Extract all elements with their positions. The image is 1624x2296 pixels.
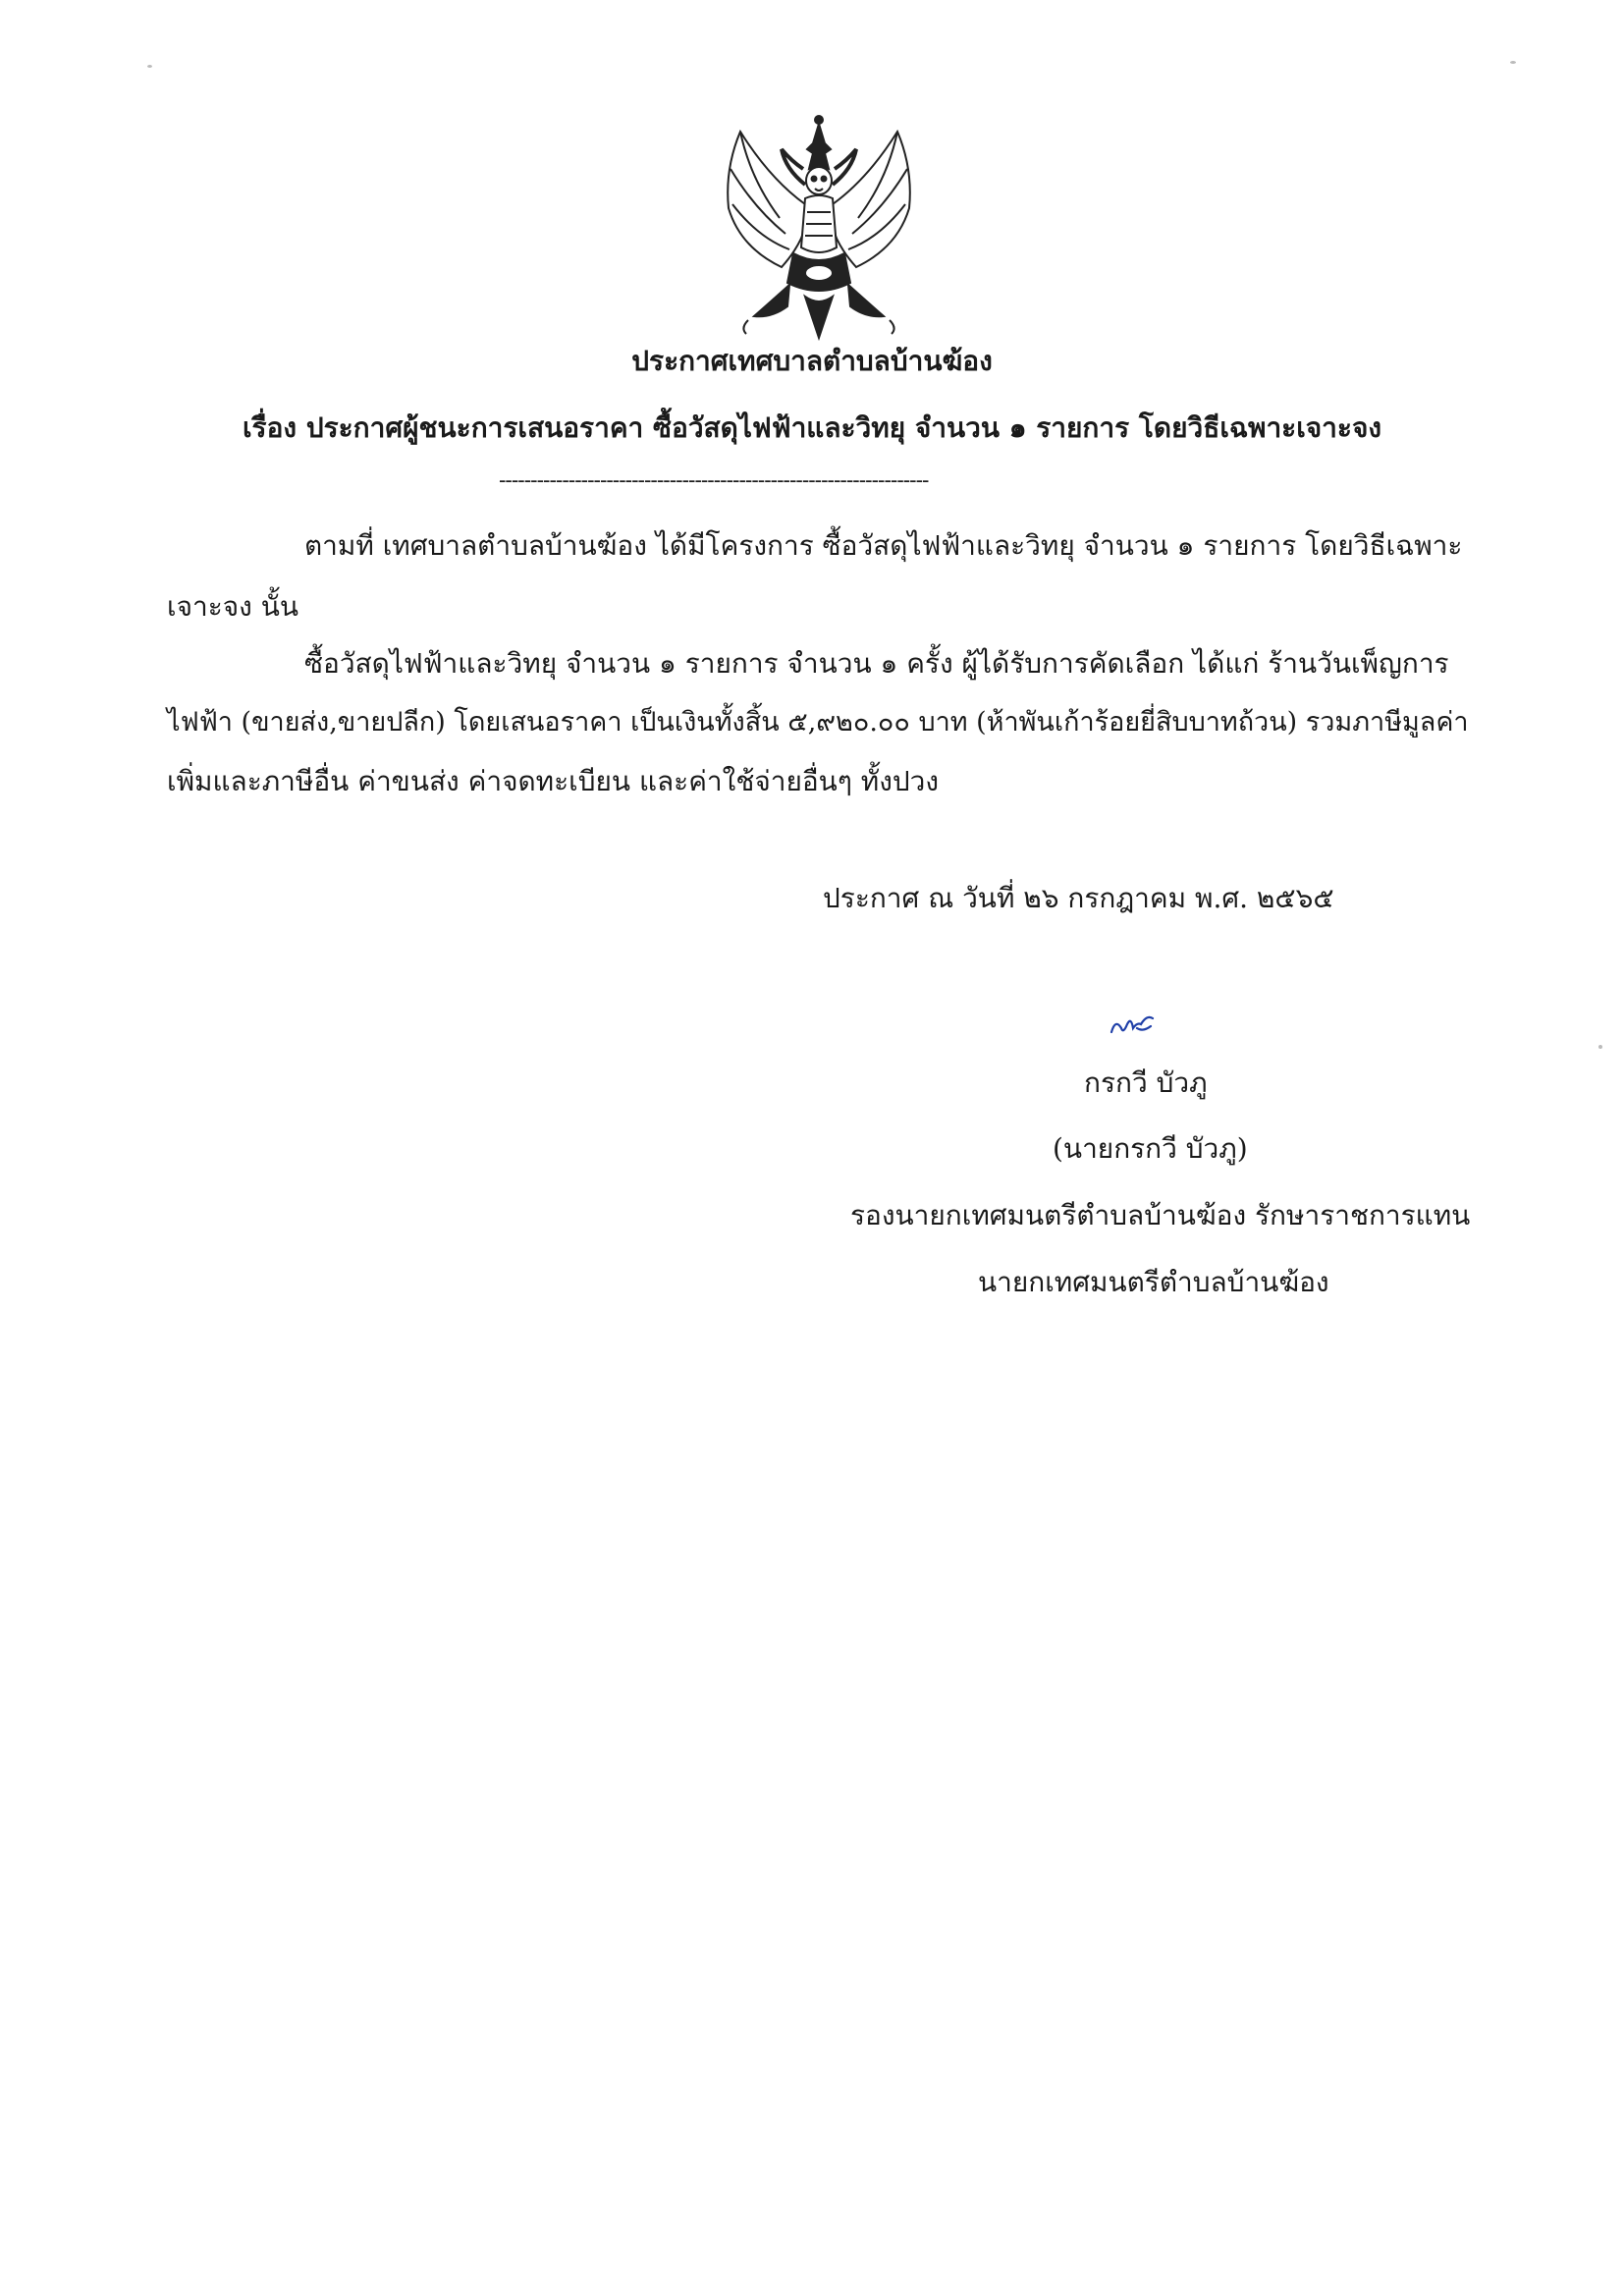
handwritten-signature (1108, 1007, 1157, 1042)
scan-speck (1598, 1045, 1602, 1049)
garuda-emblem-icon (711, 110, 927, 346)
paragraph-2-line-2: ไฟฟ้า (ขายส่ง,ขายปลีก) โดยเสนอราคา เป็นเงินทั้งสิ้น ๕,๙๒๐.๐๐ บาท (ห้าพันเก้าร้อยยี่สิบบาทถ้วน) รวมภาษีมูลค่า (167, 707, 1469, 738)
paragraph-2-line-1: ซื้อวัสดุไฟฟ้าและวิทยุ จำนวน ๑ รายการ จำนวน ๑ ครั้ง ผู้ได้รับการคัดเลือก ได้แก่ ร้านวันเพ็ญการ (304, 647, 1449, 680)
signer-name: กรกวี บัวภู (1084, 1066, 1208, 1099)
divider: -------------------------------------------------------------------- (499, 468, 929, 493)
announcement-subject: เรื่อง ประกาศผู้ชนะการเสนอราคา ซื้อวัสดุไฟฟ้าและวิทยุ จำนวน ๑ รายการ โดยวิธีเฉพาะเจาะจง (242, 411, 1382, 444)
paragraph-1-line-1: ตามที่ เทศบาลตำบลบ้านฆ้อง ได้มีโครงการ ซื้อวัสดุไฟฟ้าและวิทยุ จำนวน ๑ รายการ โดยวิธีเฉพาะ (304, 529, 1463, 562)
announcement-title: ประกาศเทศบาลตำบลบ้านฆ้อง (631, 345, 993, 377)
signer-position-2: นายกเทศมนตรีตำบลบ้านฆ้อง (978, 1266, 1329, 1298)
scan-speck (1510, 61, 1516, 64)
signer-full-name: (นายกรกวี บัวภู) (1053, 1132, 1248, 1165)
scan-speck (147, 65, 152, 68)
dateline: ประกาศ ณ วันที่ ๒๖ กรกฎาคม พ.ศ. ๒๕๖๕ (823, 882, 1334, 914)
signer-position-1: รองนายกเทศมนตรีตำบลบ้านฆ้อง รักษาราชการแทน (850, 1199, 1471, 1231)
paragraph-1-line-2: เจาะจง นั้น (167, 590, 298, 623)
paragraph-2-line-3: เพิ่มและภาษีอื่น ค่าขนส่ง ค่าจดทะเบียน และค่าใช้จ่ายอื่นๆ ทั้งปวง (167, 765, 940, 797)
